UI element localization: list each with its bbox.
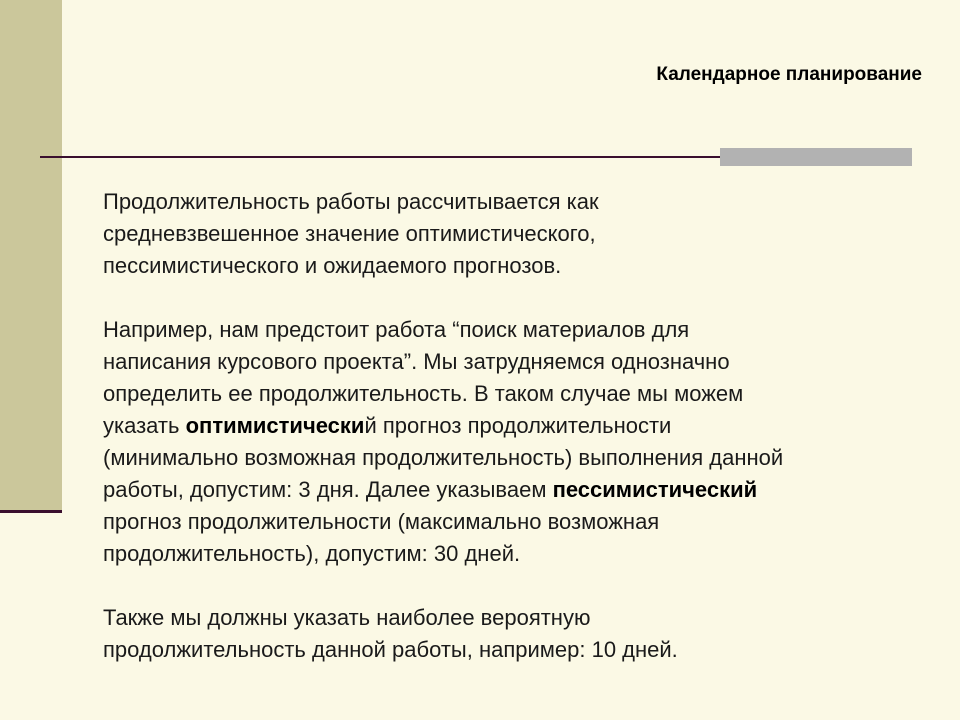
bold-term-optimistic: оптимистически — [185, 413, 365, 438]
paragraph-definition — [103, 186, 943, 282]
text-line: (минимально возможная продолжительность) выполнения данной — [103, 445, 784, 470]
text-fragment: указать — [103, 413, 186, 438]
text-line: продолжительность данной работы, например: 10 дней. — [103, 637, 678, 662]
text-line: написания курсового проекта”. Мы затрудняемся однозначно — [103, 349, 730, 374]
title-accent-bar — [720, 148, 912, 166]
paragraph-example — [103, 314, 943, 570]
text-line: Продолжительность работы рассчитывается как — [103, 189, 599, 214]
bold-term-pessimistic: пессимистический — [552, 477, 758, 502]
text-line: средневзвешенное значение оптимистического, — [103, 221, 596, 246]
text-line: продолжительность), допустим: 30 дней. — [103, 541, 521, 566]
text-fragment: работы, допустим: 3 дня. Далее указываем — [103, 477, 553, 502]
paragraph-most-likely — [103, 602, 943, 666]
text-fragment: й прогноз продолжительности — [364, 413, 672, 438]
text-line: прогноз продолжительности (максимально возможная — [103, 509, 660, 534]
text-line: Например, нам предстоит работа “поиск материалов для — [103, 317, 690, 342]
slide-title: Календарное планирование — [656, 64, 922, 85]
text-line: определить ее продолжительность. В таком случае мы можем — [103, 381, 744, 406]
slide-body — [103, 186, 943, 698]
side-decor-rule — [0, 510, 62, 513]
text-line: пессимистического и ожидаемого прогнозов. — [103, 253, 562, 278]
text-line: Также мы должны указать наиболее вероятную — [103, 605, 591, 630]
side-decor-band — [0, 0, 62, 511]
